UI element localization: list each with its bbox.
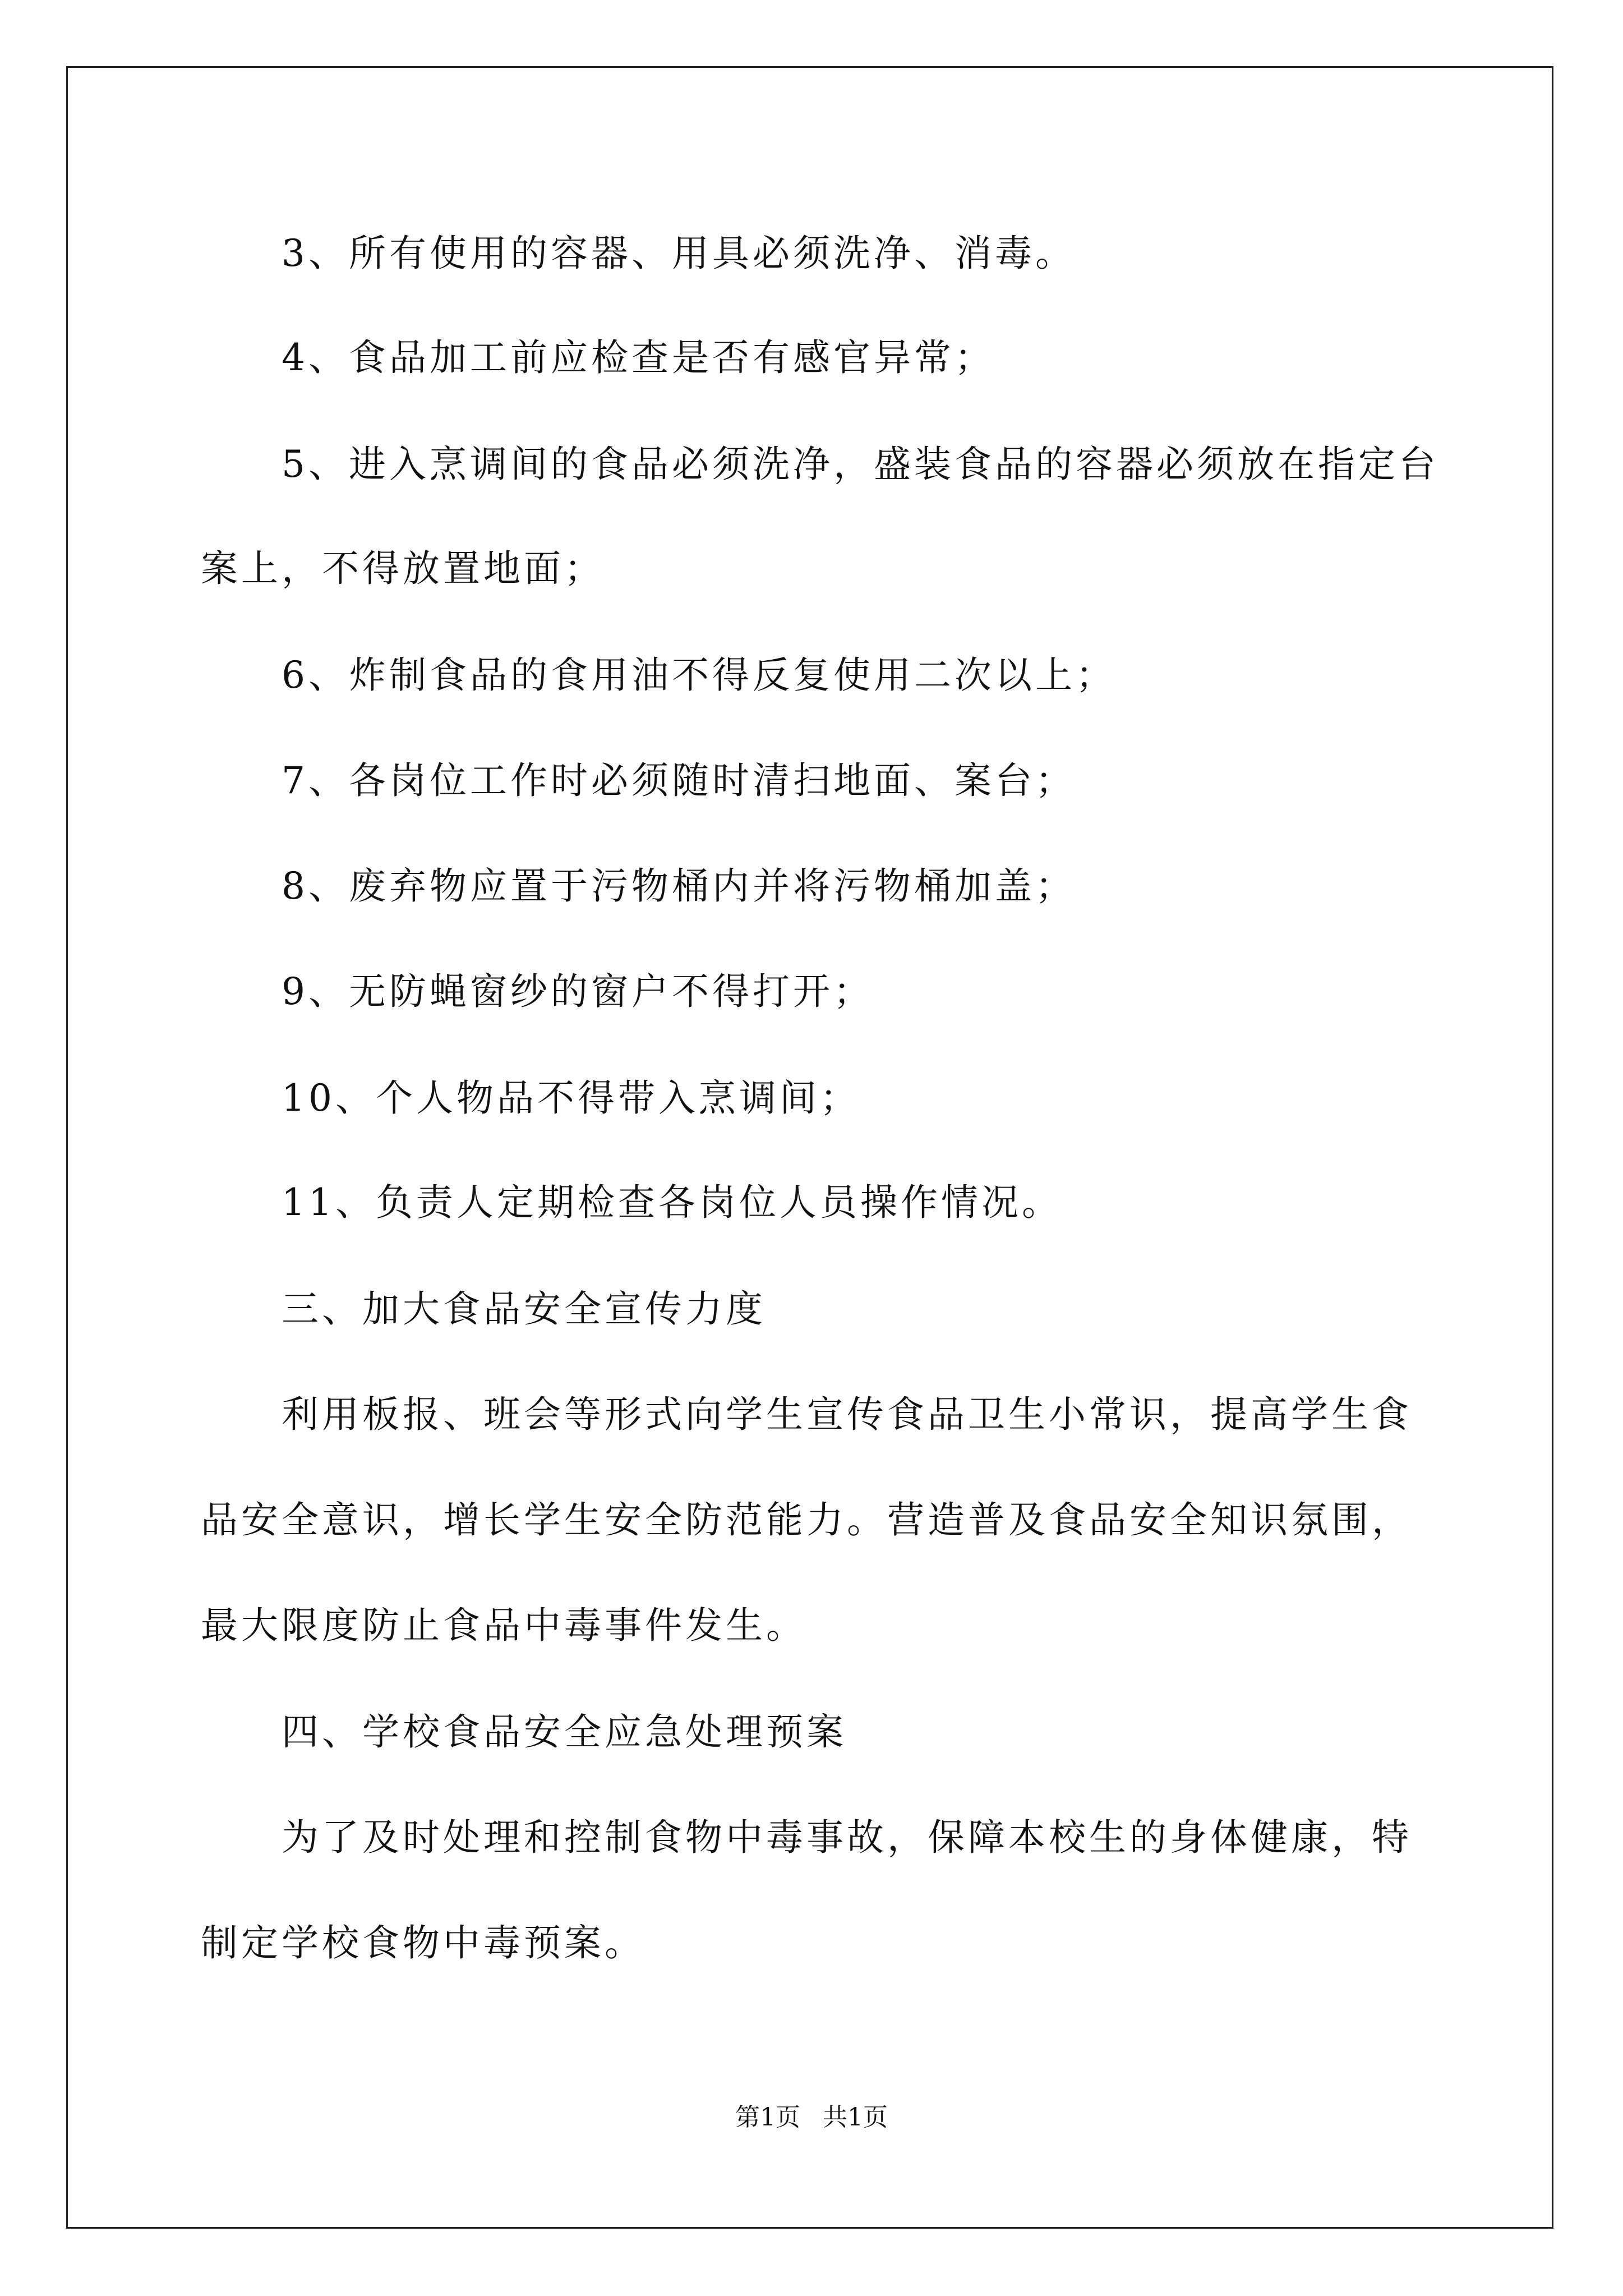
page-footer xyxy=(0,2101,1623,2134)
paragraph-line: 品安全意识，增长学生安全防范能力。营造普及食品安全知识氛围， xyxy=(201,1498,1412,1542)
paragraph-line: 为了及时处理和控制食物中毒事故，保障本校生的身体健康，特 xyxy=(282,1816,1412,1859)
page-number: 第1页 xyxy=(735,2103,800,2132)
paragraph-line: 利用板报、班会等形式向学生宣传食品卫生小常识，提高学生食 xyxy=(282,1393,1412,1436)
paragraph-line: 11、负责人定期检查各岗位人员操作情况。 xyxy=(282,1181,1062,1224)
paragraph-line: 最大限度防止食品中毒事件发生。 xyxy=(201,1604,806,1647)
paragraph-line: 4、食品加工前应检查是否有感官异常； xyxy=(282,336,995,379)
paragraph-line: 3、所有使用的容器、用具必须洗净、消毒。 xyxy=(282,232,1076,275)
paragraph-line: 10、个人物品不得带入烹调间； xyxy=(282,1076,860,1120)
paragraph-line: 5、进入烹调间的食品必须洗净，盛装食品的容器必须放在指定台 xyxy=(282,443,1439,486)
section-heading: 三、加大食品安全宣传力度 xyxy=(282,1287,766,1331)
paragraph-line: 7、各岗位工作时必须随时清扫地面、案台； xyxy=(282,759,1076,802)
paragraph-line: 案上，不得放置地面； xyxy=(201,547,605,590)
paragraph-line: 8、废弃物应置于污物桶内并将污物桶加盖； xyxy=(282,864,1076,908)
page-total: 共1页 xyxy=(823,2103,888,2132)
paragraph-line: 制定学校食物中毒预案。 xyxy=(201,1921,645,1964)
section-heading: 四、学校食品安全应急处理预案 xyxy=(282,1710,847,1754)
paragraph-line: 6、炸制食品的食用油不得反复使用二次以上； xyxy=(282,654,1116,697)
paragraph-line: 9、无防蝇窗纱的窗户不得打开； xyxy=(282,970,874,1013)
page-border xyxy=(66,66,1553,2229)
